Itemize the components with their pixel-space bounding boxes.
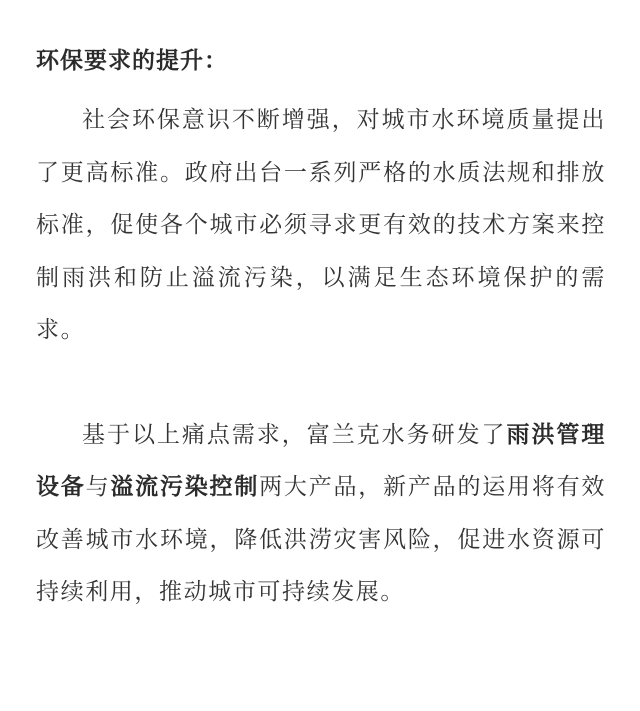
paragraph-products-text-3: 两大产品，新产品的运用将有效改善城市水环境，降低洪涝灾害风险，促进水资源可持续利用，推动城市可持续发展。: [36, 474, 607, 605]
section-heading: 环保要求的提升：: [36, 48, 228, 74]
paragraph-products: [36, 409, 606, 619]
paragraph-products-text-1: 基于以上痛点需求，富兰克水务研发了: [82, 421, 507, 448]
product-name-overflow: 溢流污染控制: [110, 474, 260, 500]
paragraph-products-text-2: 与: [85, 474, 111, 500]
paragraph-environmental-requirements: 社会环保意识不断增强，对城市水环境质量提出了更高标准。政府出台一系列严格的水质法规和排放标准，促使各个城市必须寻求更有效的技术方案来控制雨洪和防止溢流污染，以满足生态环境保护的需求。: [36, 107, 606, 343]
product-name-stormwater: 雨洪管理设备: [36, 421, 606, 500]
article-body: [36, 38, 606, 619]
